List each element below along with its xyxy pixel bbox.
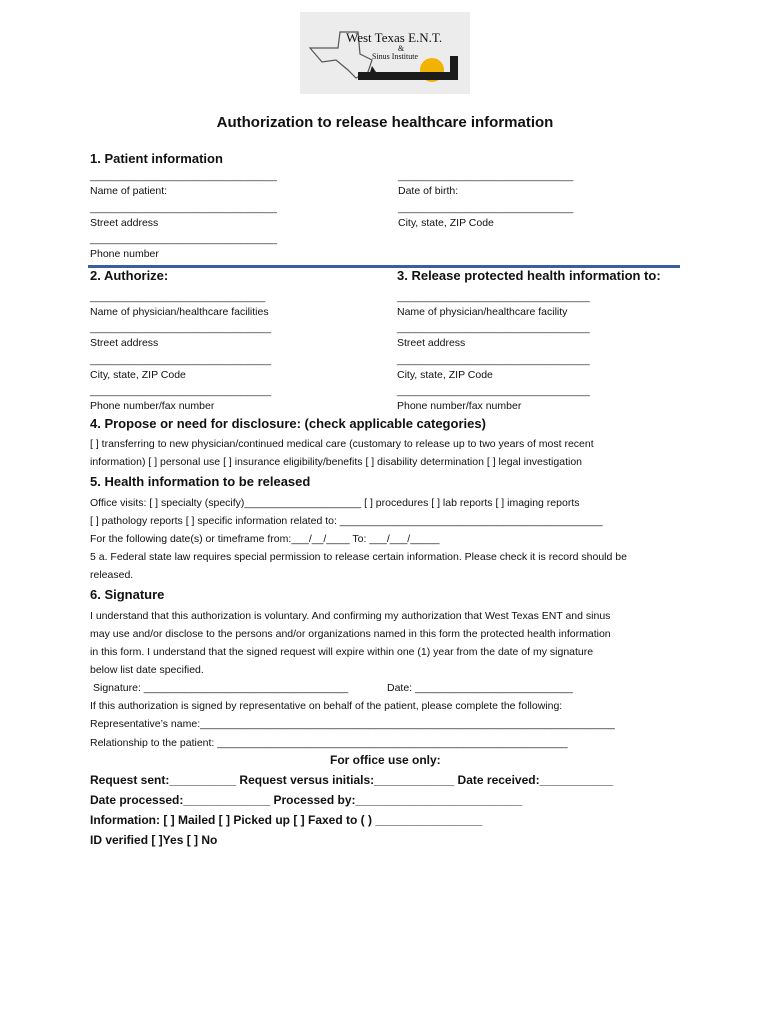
representative-note: If this authorization is signed by representative on behalf of the patient, please complete the following: <box>90 700 563 712</box>
street-label: Street address <box>90 217 159 229</box>
city-blank[interactable]: ______________________________ <box>398 202 574 214</box>
city-label: City, state, ZIP Code <box>398 217 494 229</box>
authorize-name-blank[interactable]: ______________________________ <box>90 291 266 303</box>
authorize-name-label: Name of physician/healthcare facilities <box>90 306 269 318</box>
phone-blank[interactable]: ________________________________ <box>90 233 277 245</box>
release-name-label: Name of physician/healthcare facility <box>397 306 568 318</box>
release-street-blank[interactable]: _________________________________ <box>397 322 590 334</box>
relationship-line[interactable]: Relationship to the patient: ____________________________________________________________ <box>90 737 568 749</box>
authorize-street-blank[interactable]: _______________________________ <box>90 322 272 334</box>
disclosure-line2: information) [ ] personal use [ ] insurance eligibility/benefits [ ] disability determination [ ] legal investigation <box>90 456 583 468</box>
info-line1: Office visits: [ ] specialty (specify)____________________ [ ] procedures [ ] lab reports [ ] imaging reports <box>90 497 580 509</box>
street-blank[interactable]: ________________________________ <box>90 202 277 214</box>
office-line3: Information: [ ] Mailed [ ] Picked up [ ] Faxed to ( ) ________________ <box>90 813 483 827</box>
office-heading: For office use only: <box>330 753 441 767</box>
section6-heading: 6. Signature <box>90 587 165 602</box>
logo-line1: West Texas E.N.T. <box>346 30 443 45</box>
info-line2: [ ] pathology reports [ ] specific information related to: _____________________________________________ <box>90 515 603 527</box>
representative-name-line[interactable]: Representative’s name:_______________________________________________________________________ <box>90 718 615 730</box>
section3-heading: 3. Release protected health information to: <box>397 268 661 283</box>
logo-line2: Sinus Institute <box>372 52 419 61</box>
authorize-phone-blank[interactable]: _______________________________ <box>90 385 272 397</box>
phone-label: Phone number <box>90 248 159 260</box>
section4-heading: 4. Propose or need for disclosure: (check applicable categories) <box>90 416 486 431</box>
patient-name-blank[interactable]: ________________________________ <box>90 170 277 182</box>
signature-para-1: I understand that this authorization is voluntary. And confirming my authorization that West Texas ENT and sinus <box>90 610 611 622</box>
dob-label: Date of birth: <box>398 185 459 197</box>
release-city-blank[interactable]: _________________________________ <box>397 354 590 366</box>
authorize-street-label: Street address <box>90 337 159 349</box>
page-title: Authorization to release healthcare information <box>216 114 554 131</box>
disclosure-line1: [ ] transferring to new physician/continued medical care (customary to release up to two years of most recent <box>90 438 594 450</box>
release-phone-blank[interactable]: _________________________________ <box>397 385 590 397</box>
release-street-label: Street address <box>397 337 466 349</box>
office-line1: Request sent:__________ Request versus initials:____________ Date received:___________ <box>90 773 614 787</box>
info-line3: For the following date(s) or timeframe from:___/__/____ To: ___/___/_____ <box>90 533 440 545</box>
section5-heading: 5. Health information to be released <box>90 474 311 489</box>
signature-para-3: in this form. I understand that the signed request will expire within one (1) year from the date of my signature <box>90 646 594 658</box>
office-line4: ID verified [ ]Yes [ ] No <box>90 833 218 847</box>
signature-para-4: below list date specified. <box>90 664 204 676</box>
info-line4: 5 a. Federal state law requires special permission to release certain information. Please check it is record should be <box>90 551 627 563</box>
release-city-label: City, state, ZIP Code <box>397 369 493 381</box>
logo-amp: & <box>398 44 405 53</box>
authorize-city-label: City, state, ZIP Code <box>90 369 186 381</box>
release-name-blank[interactable]: _________________________________ <box>397 291 590 303</box>
authorize-city-blank[interactable]: _______________________________ <box>90 354 272 366</box>
signature-line[interactable]: Signature: ___________________________________ <box>93 682 349 694</box>
dob-blank[interactable]: ______________________________ <box>398 170 574 182</box>
authorize-phone-label: Phone number/fax number <box>90 400 215 412</box>
section1-heading: 1. Patient information <box>90 151 223 166</box>
date-line[interactable]: Date: ___________________________ <box>387 682 573 694</box>
section2-heading: 2. Authorize: <box>90 268 169 283</box>
logo <box>300 12 470 94</box>
info-line5: released. <box>90 569 134 581</box>
office-line2: Date processed:_____________ Processed by:_________________________ <box>90 793 523 807</box>
patient-name-label: Name of patient: <box>90 185 168 197</box>
release-phone-label: Phone number/fax number <box>397 400 522 412</box>
signature-para-2: may use and/or disclose to the persons and/or organizations named in this form the protected health information <box>90 628 611 640</box>
